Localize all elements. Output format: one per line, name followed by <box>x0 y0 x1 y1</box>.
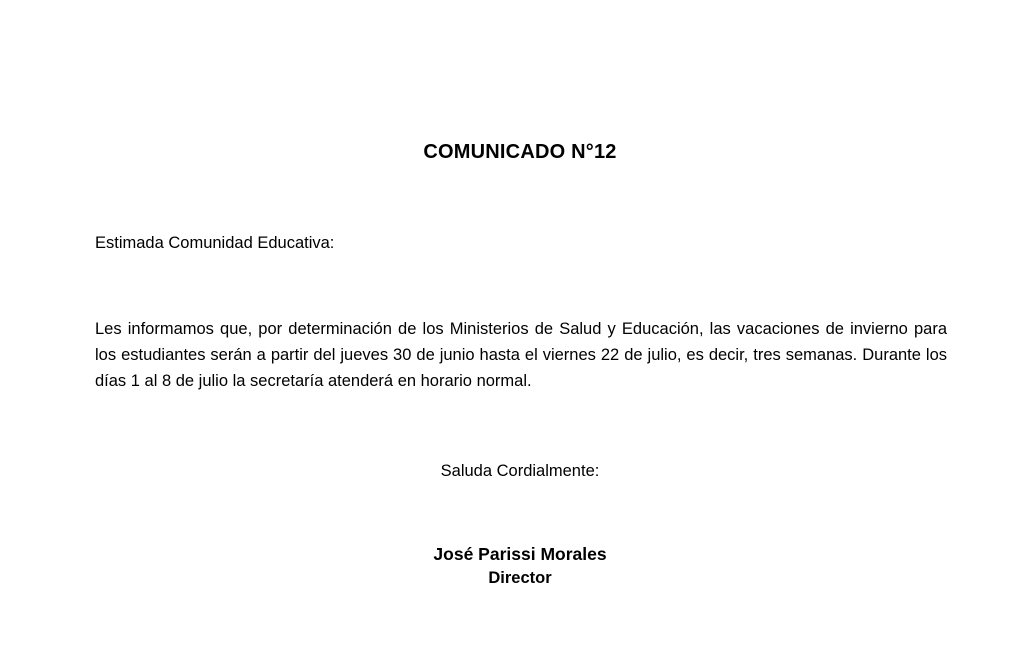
document-title: COMUNICADO N°12 <box>423 141 617 163</box>
body-paragraph: Les informamos que, por determinación de los Ministerios de Salud y Educación, las vacaciones de invierno para los estudiantes serán a partir del jueves 30 de junio hasta el viernes 22 de julio, es decir, tres semanas. Durante los días 1 al 8 de julio la secretaría atenderá en horario normal. <box>95 320 947 390</box>
signer-name: José Parissi Morales <box>433 544 607 564</box>
signer-role: Director <box>488 569 552 587</box>
greeting-line: Estimada Comunidad Educativa: <box>95 234 335 252</box>
closing-line: Saluda Cordialmente: <box>440 462 600 480</box>
